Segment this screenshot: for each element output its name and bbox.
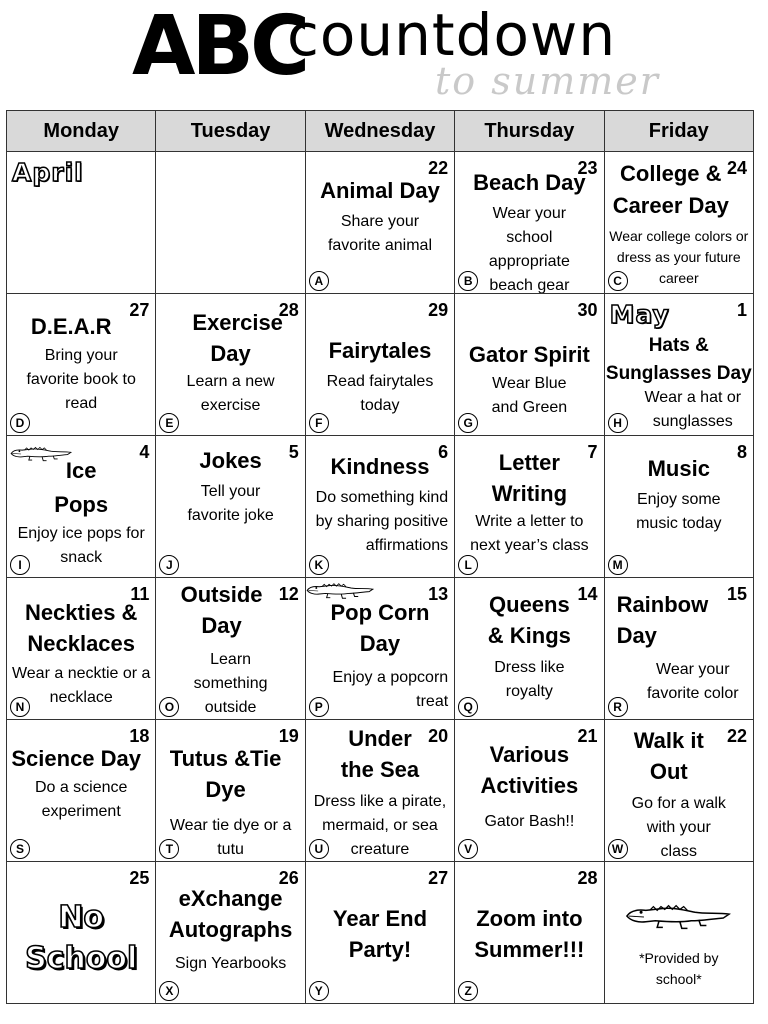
event-title: Music bbox=[647, 456, 710, 481]
letter-badge: T bbox=[159, 839, 179, 859]
calendar-table bbox=[6, 110, 754, 1004]
calendar-cell bbox=[156, 720, 305, 862]
letter-badge: J bbox=[159, 555, 179, 575]
calendar-cell bbox=[156, 294, 305, 436]
letter-badge: N bbox=[10, 697, 30, 717]
date-number: 20 bbox=[428, 726, 449, 746]
calendar-cell bbox=[305, 152, 454, 294]
event-description: Do something kind by sharing positive affirmations bbox=[315, 489, 449, 554]
event-title: Walk it Out bbox=[633, 728, 704, 784]
date-number: 24 bbox=[726, 158, 747, 178]
calendar-cell bbox=[7, 720, 156, 862]
calendar-cell bbox=[305, 294, 454, 436]
date-number: 14 bbox=[577, 584, 598, 604]
alligator-icon bbox=[625, 896, 731, 938]
letter-badge: I bbox=[10, 555, 30, 575]
event-title: Ice Pops bbox=[54, 458, 109, 518]
week-row bbox=[7, 720, 754, 862]
date-number: 5 bbox=[288, 442, 299, 462]
event-description: Read fairytales today bbox=[326, 373, 434, 414]
week-row bbox=[7, 294, 754, 436]
event-title: Rainbow Day bbox=[616, 592, 709, 648]
event-title: Neckties & Necklaces bbox=[24, 600, 138, 656]
event-description: Dress like a pirate, mermaid, or sea creature bbox=[313, 793, 447, 858]
event-description: Enjoy some music today bbox=[636, 491, 722, 532]
event-title: eXchange Autographs bbox=[168, 886, 293, 942]
calendar-cell bbox=[7, 152, 156, 294]
event-title: Jokes bbox=[199, 448, 262, 473]
letter-badge: U bbox=[309, 839, 329, 859]
event-title: Fairytales bbox=[328, 338, 432, 363]
date-number: 25 bbox=[129, 868, 150, 888]
letter-badge: W bbox=[608, 839, 628, 859]
letter-badge: F bbox=[309, 413, 329, 433]
day-header-friday: Friday bbox=[604, 111, 753, 152]
calendar-cell bbox=[604, 294, 753, 436]
letter-badge: G bbox=[458, 413, 478, 433]
date-number: 19 bbox=[278, 726, 299, 746]
week-row bbox=[7, 152, 754, 294]
calendar-cell bbox=[604, 436, 753, 578]
event-description: Wear Blue and Green bbox=[491, 375, 568, 416]
event-title: Letter Writing bbox=[491, 450, 568, 506]
title-abc: ABC bbox=[132, 0, 307, 94]
date-number: 22 bbox=[428, 158, 449, 178]
calendar-cell bbox=[156, 578, 305, 720]
event-description: Enjoy ice pops for snack bbox=[17, 525, 145, 566]
event-title: Pop Corn Day bbox=[330, 600, 430, 656]
date-number: 1 bbox=[736, 300, 747, 320]
calendar-cell bbox=[604, 152, 753, 294]
event-description: Write a letter to next year’s class bbox=[470, 513, 589, 554]
letter-badge: L bbox=[458, 555, 478, 575]
event-description: Sign Yearbooks bbox=[174, 955, 287, 972]
date-number: 29 bbox=[428, 300, 449, 320]
date-number: 28 bbox=[577, 868, 598, 888]
title-banner bbox=[0, 0, 768, 110]
event-description: Go for a walk with your class bbox=[631, 795, 726, 860]
event-title: Kindness bbox=[330, 454, 430, 479]
date-number: 21 bbox=[577, 726, 598, 746]
event-title: Zoom into Summer!!! bbox=[474, 906, 585, 962]
event-description: Share your favorite animal bbox=[327, 213, 432, 254]
event-description: Dress like royalty bbox=[494, 659, 565, 700]
letter-badge: S bbox=[10, 839, 30, 859]
letter-badge: H bbox=[608, 413, 628, 433]
date-number: 7 bbox=[587, 442, 598, 462]
week-row bbox=[7, 436, 754, 578]
calendar-cell bbox=[455, 578, 604, 720]
calendar-cell bbox=[455, 294, 604, 436]
day-header-thursday: Thursday bbox=[455, 111, 604, 152]
event-description: Wear a hat or sunglasses bbox=[644, 389, 742, 430]
no-school-label: No School bbox=[25, 900, 138, 976]
event-description: Do a science experiment bbox=[34, 779, 128, 820]
calendar-cell bbox=[455, 862, 604, 1004]
calendar-cell bbox=[305, 720, 454, 862]
event-title: Various Activities bbox=[480, 742, 579, 798]
event-title: Outside Day bbox=[180, 582, 263, 638]
day-header-wednesday: Wednesday bbox=[305, 111, 454, 152]
event-title: Gator Spirit bbox=[468, 342, 590, 367]
letter-badge: Z bbox=[458, 981, 478, 1001]
letter-badge: O bbox=[159, 697, 179, 717]
event-title: Year End Party! bbox=[332, 906, 428, 962]
calendar-cell bbox=[305, 436, 454, 578]
date-number: 18 bbox=[129, 726, 150, 746]
month-label-april: April bbox=[12, 158, 84, 187]
calendar-cell bbox=[455, 720, 604, 862]
date-number: 26 bbox=[278, 868, 299, 888]
event-description: Gator Bash!! bbox=[484, 813, 575, 830]
event-description: Wear tie dye or a tutu bbox=[169, 817, 292, 858]
event-description: Wear a necktie or a necklace bbox=[11, 665, 151, 706]
date-number: 11 bbox=[130, 584, 150, 604]
date-number: 22 bbox=[726, 726, 747, 746]
letter-badge: A bbox=[309, 271, 329, 291]
event-title: College & Career Day bbox=[612, 161, 729, 218]
calendar-cell bbox=[604, 862, 753, 1004]
event-description: Learn something outside bbox=[193, 651, 268, 716]
day-header-monday: Monday bbox=[7, 111, 156, 152]
letter-badge: B bbox=[458, 271, 478, 291]
letter-badge: E bbox=[159, 413, 179, 433]
date-number: 6 bbox=[438, 442, 449, 462]
date-number: 23 bbox=[577, 158, 598, 178]
month-label-may: May bbox=[609, 300, 670, 329]
provided-note: *Provided by school* bbox=[639, 950, 719, 987]
date-number: 28 bbox=[278, 300, 299, 320]
date-number: 27 bbox=[428, 868, 449, 888]
title-subtitle: to summer bbox=[435, 59, 660, 103]
event-title: Queens & Kings bbox=[487, 592, 571, 648]
calendar-cell bbox=[156, 436, 305, 578]
event-title: Under the Sea bbox=[340, 726, 420, 782]
event-description: Bring your favorite book to read bbox=[26, 347, 136, 412]
date-number: 12 bbox=[278, 584, 299, 604]
week-row bbox=[7, 578, 754, 720]
letter-badge: C bbox=[608, 271, 628, 291]
event-description: Wear your favorite color bbox=[646, 661, 739, 702]
letter-badge: V bbox=[458, 839, 478, 859]
event-description: Wear your school appropriate beach gear bbox=[488, 205, 570, 294]
calendar-cell bbox=[7, 578, 156, 720]
event-title: Hats & Sunglasses Day bbox=[605, 335, 752, 384]
event-description: Learn a new exercise bbox=[186, 373, 275, 414]
letter-badge: Y bbox=[309, 981, 329, 1001]
date-number: 30 bbox=[577, 300, 598, 320]
event-title: Science Day bbox=[11, 746, 142, 771]
calendar-cell bbox=[156, 862, 305, 1004]
letter-badge: D bbox=[10, 413, 30, 433]
event-title: Beach Day bbox=[473, 170, 586, 195]
calendar-cell bbox=[7, 862, 156, 1004]
calendar-cell bbox=[604, 720, 753, 862]
calendar-cell bbox=[455, 436, 604, 578]
letter-badge: M bbox=[608, 555, 628, 575]
date-number: 15 bbox=[726, 584, 747, 604]
calendar-cell bbox=[455, 152, 604, 294]
event-description: Tell your favorite joke bbox=[187, 483, 274, 524]
week-row bbox=[7, 862, 754, 1004]
event-title: Animal Day bbox=[320, 178, 440, 203]
event-description: Enjoy a popcorn treat bbox=[332, 669, 449, 710]
title-countdown: countdown bbox=[287, 1, 617, 69]
letter-badge: R bbox=[608, 697, 628, 717]
day-header-tuesday: Tuesday bbox=[156, 111, 305, 152]
letter-badge: X bbox=[159, 981, 179, 1001]
calendar-cell bbox=[7, 436, 156, 578]
calendar-cell bbox=[305, 862, 454, 1004]
date-number: 8 bbox=[736, 442, 747, 462]
letter-badge: K bbox=[309, 555, 329, 575]
calendar-cell-empty bbox=[156, 152, 305, 294]
letter-badge: Q bbox=[458, 697, 478, 717]
header-row bbox=[7, 111, 754, 152]
calendar-cell bbox=[604, 578, 753, 720]
calendar-cell bbox=[7, 294, 156, 436]
event-title: D.E.A.R bbox=[30, 314, 112, 339]
event-title: Exercise Day bbox=[192, 310, 283, 366]
event-title: Tutus &Tie Dye bbox=[169, 746, 282, 802]
date-number: 4 bbox=[139, 442, 150, 462]
date-number: 13 bbox=[428, 584, 449, 604]
letter-badge: P bbox=[309, 697, 329, 717]
calendar-cell bbox=[305, 578, 454, 720]
event-description: Wear college colors or dress as your future career bbox=[609, 228, 749, 286]
date-number: 27 bbox=[129, 300, 150, 320]
